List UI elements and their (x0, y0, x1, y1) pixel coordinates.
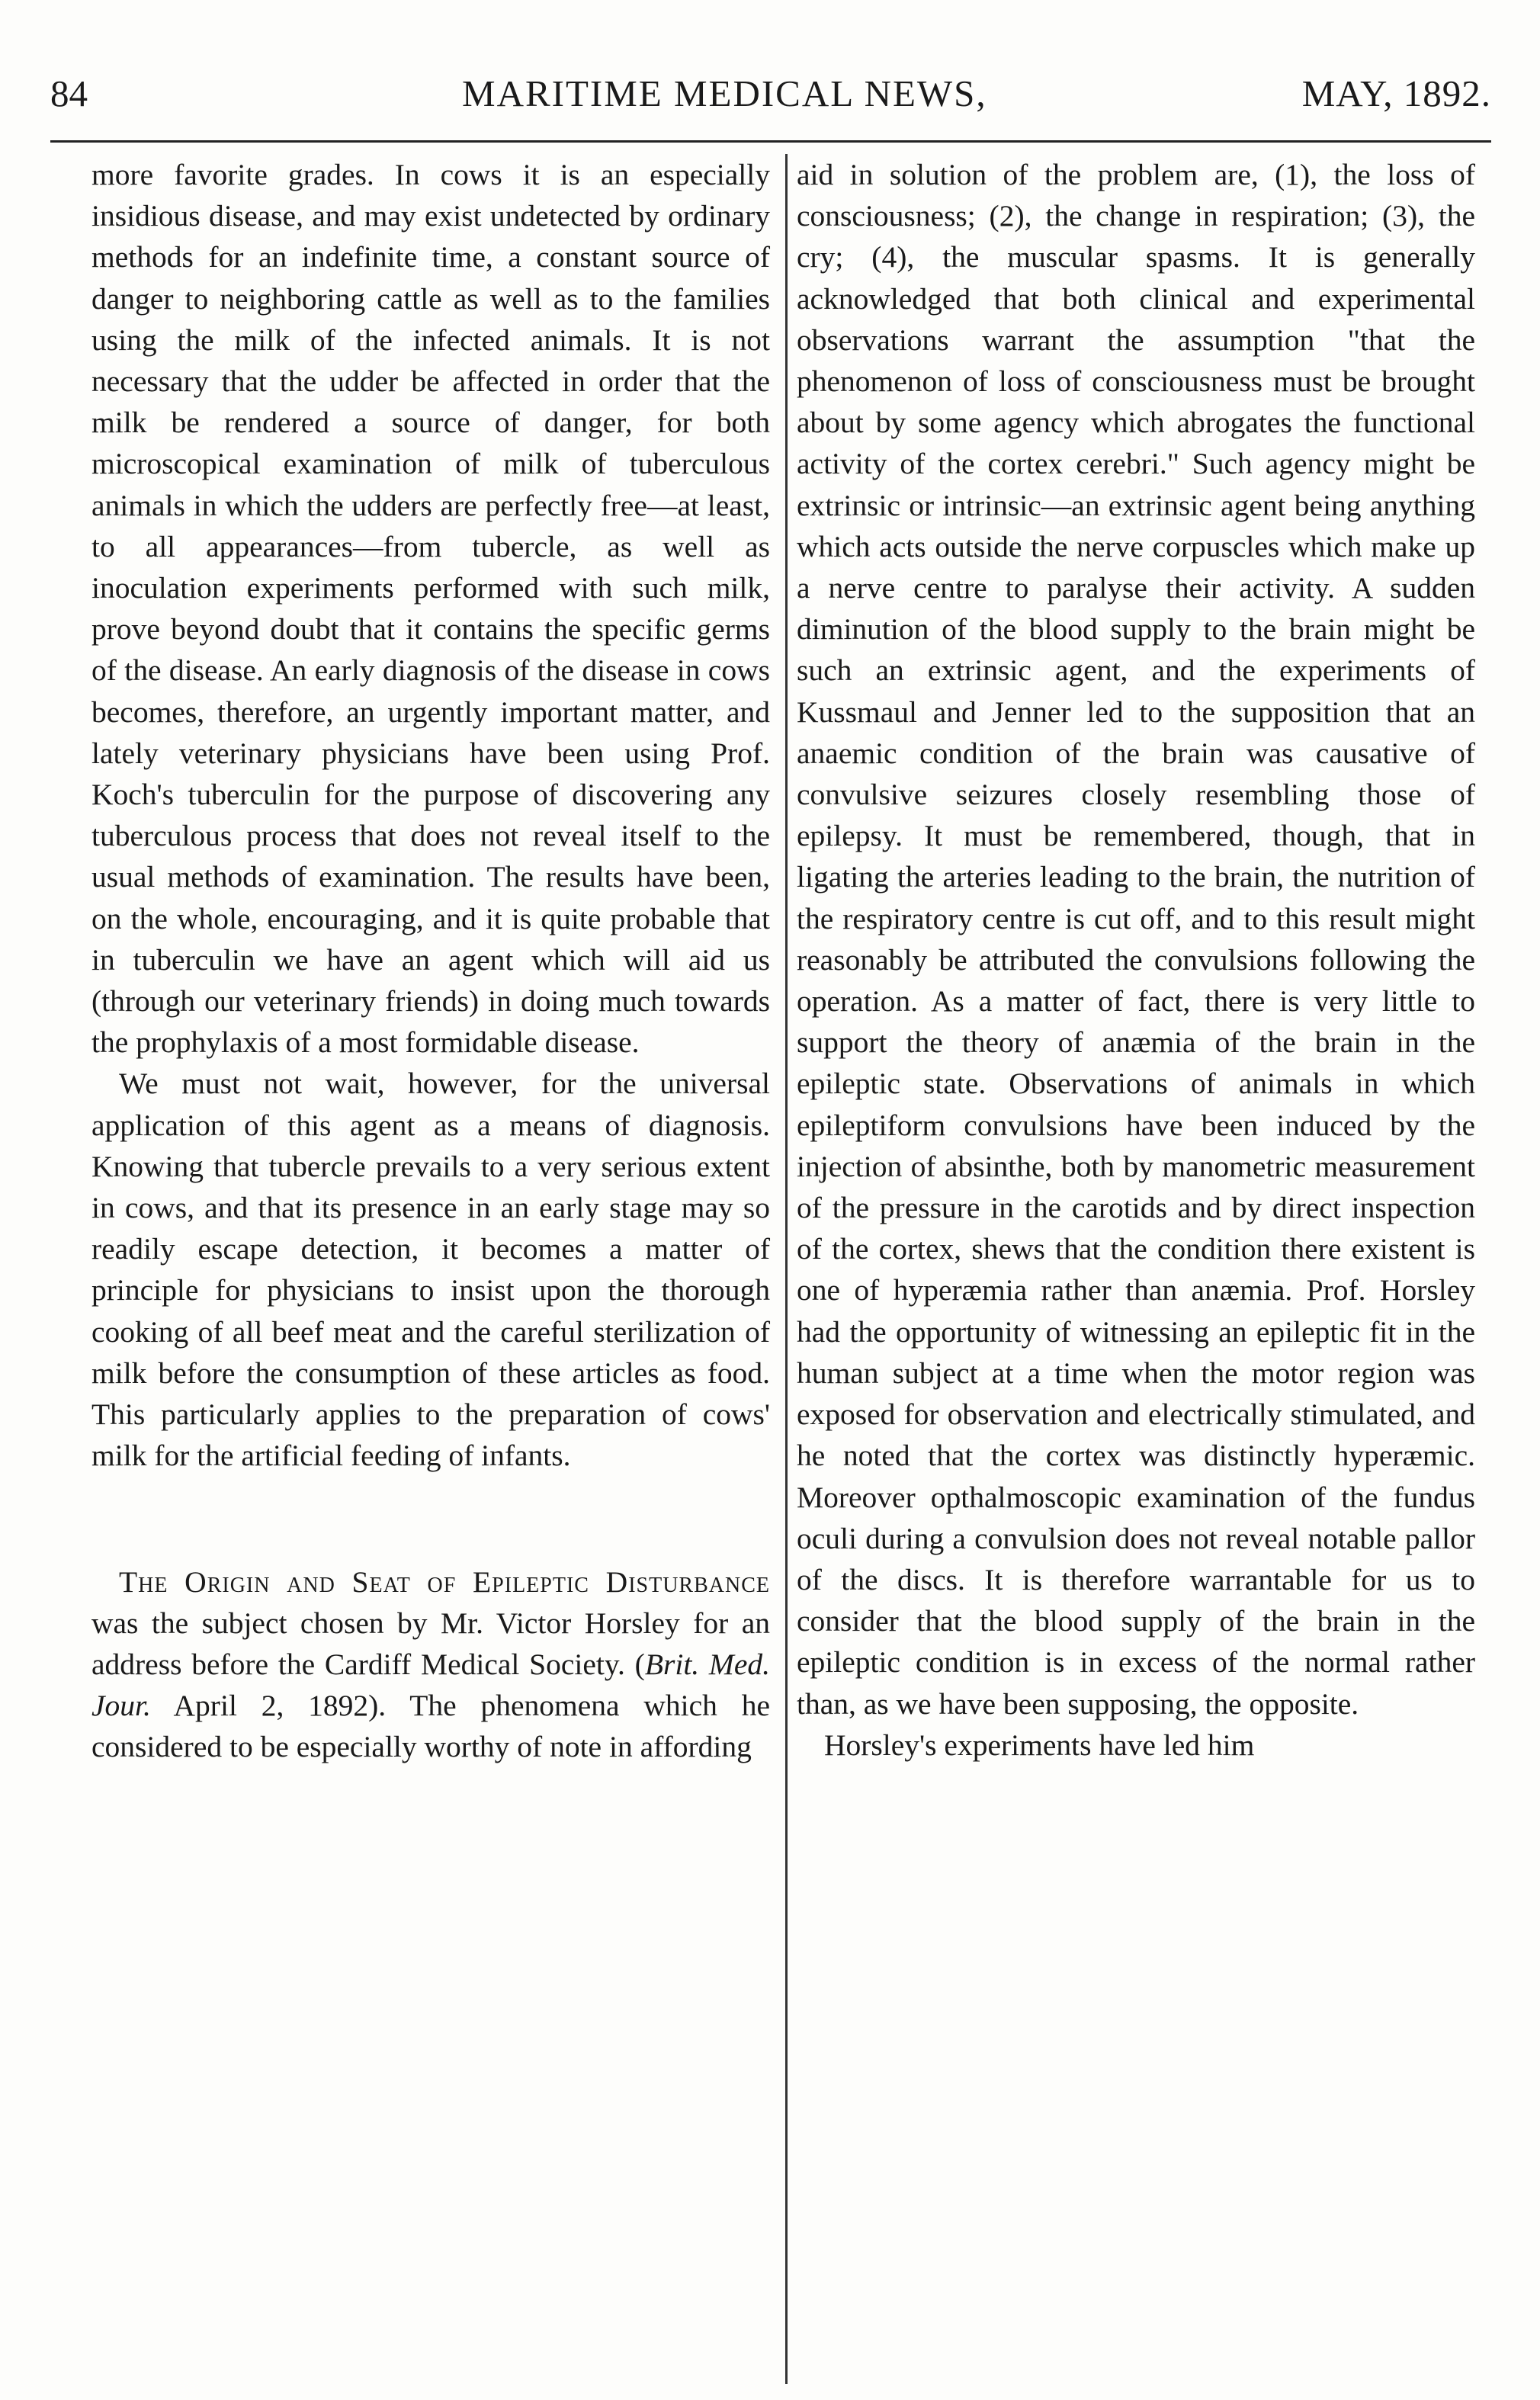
header-rule (50, 140, 1491, 143)
paragraph-tuberculosis-cows: more favorite grades. In cows it is an especially insidious disease, and may exist undetected by ordinary methods for an indefinite time, a constant source of danger to neighboring cattle as well as to the families using the milk of the infected animals. It is not necessary that the udder be affected in order that the milk be rendered a source of danger, for both microscopical examination of milk of tuberculous animals in which the udders are perfectly free—at least, to all appearances—from tubercle, as well as inoculation experiments performed with such milk, prove beyond doubt that it contains the specific germs of the disease. An early diagnosis of the disease in cows becomes, therefore, an urgently important matter, and lately veterinary physicians have been using Prof. Koch's tuberculin for the purpose of discovering any tuberculous process that does not reveal itself to the usual methods of examination. The results have been, on the whole, encouraging, and it is quite probable that in tuberculin we have an agent which will aid us (through our veterinary friends) in doing much towards the prophylaxis of a most formidable disease. (91, 158, 770, 1060)
paragraph-horsley-experiments: Horsley's experiments have led him (824, 1728, 1255, 1762)
journal-title: MARITIME MEDICAL NEWS, (462, 72, 987, 114)
page-number: 84 (50, 72, 88, 114)
paragraph-epilepsy-intro (91, 1561, 770, 1768)
paragraph-text: was the subject chosen by Mr. Victor Horsley for an address before the Cardiff Medical Society. ( (91, 1606, 770, 1681)
running-header (50, 67, 1491, 120)
paragraph-text: April 2, 1892). The phenomena which he considered to be especially worthy of note in affording (91, 1689, 770, 1764)
issue-date: MAY, 1892. (1301, 72, 1491, 114)
right-column (797, 154, 1475, 1766)
left-column (91, 154, 770, 1768)
column-divider (785, 154, 788, 2384)
paragraph-epilepsy-discussion: aid in solution of the problem are, (1), the loss of consciousness; (2), the change in respiration; (3), the cry; (4), the muscular spasms. It is generally acknowledged that both clinical and experimental observations warrant the assumption "that the phenomenon of loss of consciousness must be brought about by some agency which abrogates the functional activity of the cortex cerebri." Such agency might be extrinsic or intrinsic—an extrinsic agent being anything which acts outside the nerve corpuscles which make up a nerve centre to paralyse their activity. A sudden diminution of the blood supply to the brain might be such an extrinsic agent, and the experiments of Kussmaul and Jenner led to the supposition that an anaemic condition of the brain was causative of convulsive seizures closely resembling those of epilepsy. It must be remembered, though, that in ligating the arteries leading to the brain, the nutrition of the respiratory centre is cut off, and to this result might reasonably be attributed the convulsions following the operation. As a matter of fact, there is very little to support the theory of anæmia of the brain in the epileptic state. Observations of animals in which epileptiform convulsions have been induced by the injection of absinthe, both by manometric measurement of the pressure in the carotids and by direct inspection of the cortex, shews that the condition there existent is one of hyperæmia rather than anæmia. Prof. Horsley had the opportunity of witnessing an epileptic fit in the human subject at a time when the motor region was exposed for observation and electrically stimulated, and he noted that the cortex was distinctly hyperæmic. Moreover opthalmoscopic examination of the fundus oculi during a convulsion does not reveal notable pallor of the discs. It is therefore warrantable for us to consider that the blood supply of the brain in the epileptic condition is in excess of the normal rather than, as we have been supposing, the opposite. (797, 158, 1475, 1721)
journal-citation: Brit. Med. Jour. (91, 1647, 770, 1723)
paragraph-milk-sterilization: We must not wait, however, for the universal application of this agent as a means of diagnosis. Knowing that tubercle prevails to a very serious extent in cows, and that its presence in an early stage may so readily escape detection, it becomes a matter of principle for physicians to insist upon the thorough cooking of all beef meat and the careful sterilization of milk before the consumption of these articles as food. This particularly applies to the preparation of cows' milk for the artificial feeding of infants. (91, 1067, 770, 1473)
section-heading: The Origin and Seat of Epileptic Disturbance (119, 1564, 770, 1599)
